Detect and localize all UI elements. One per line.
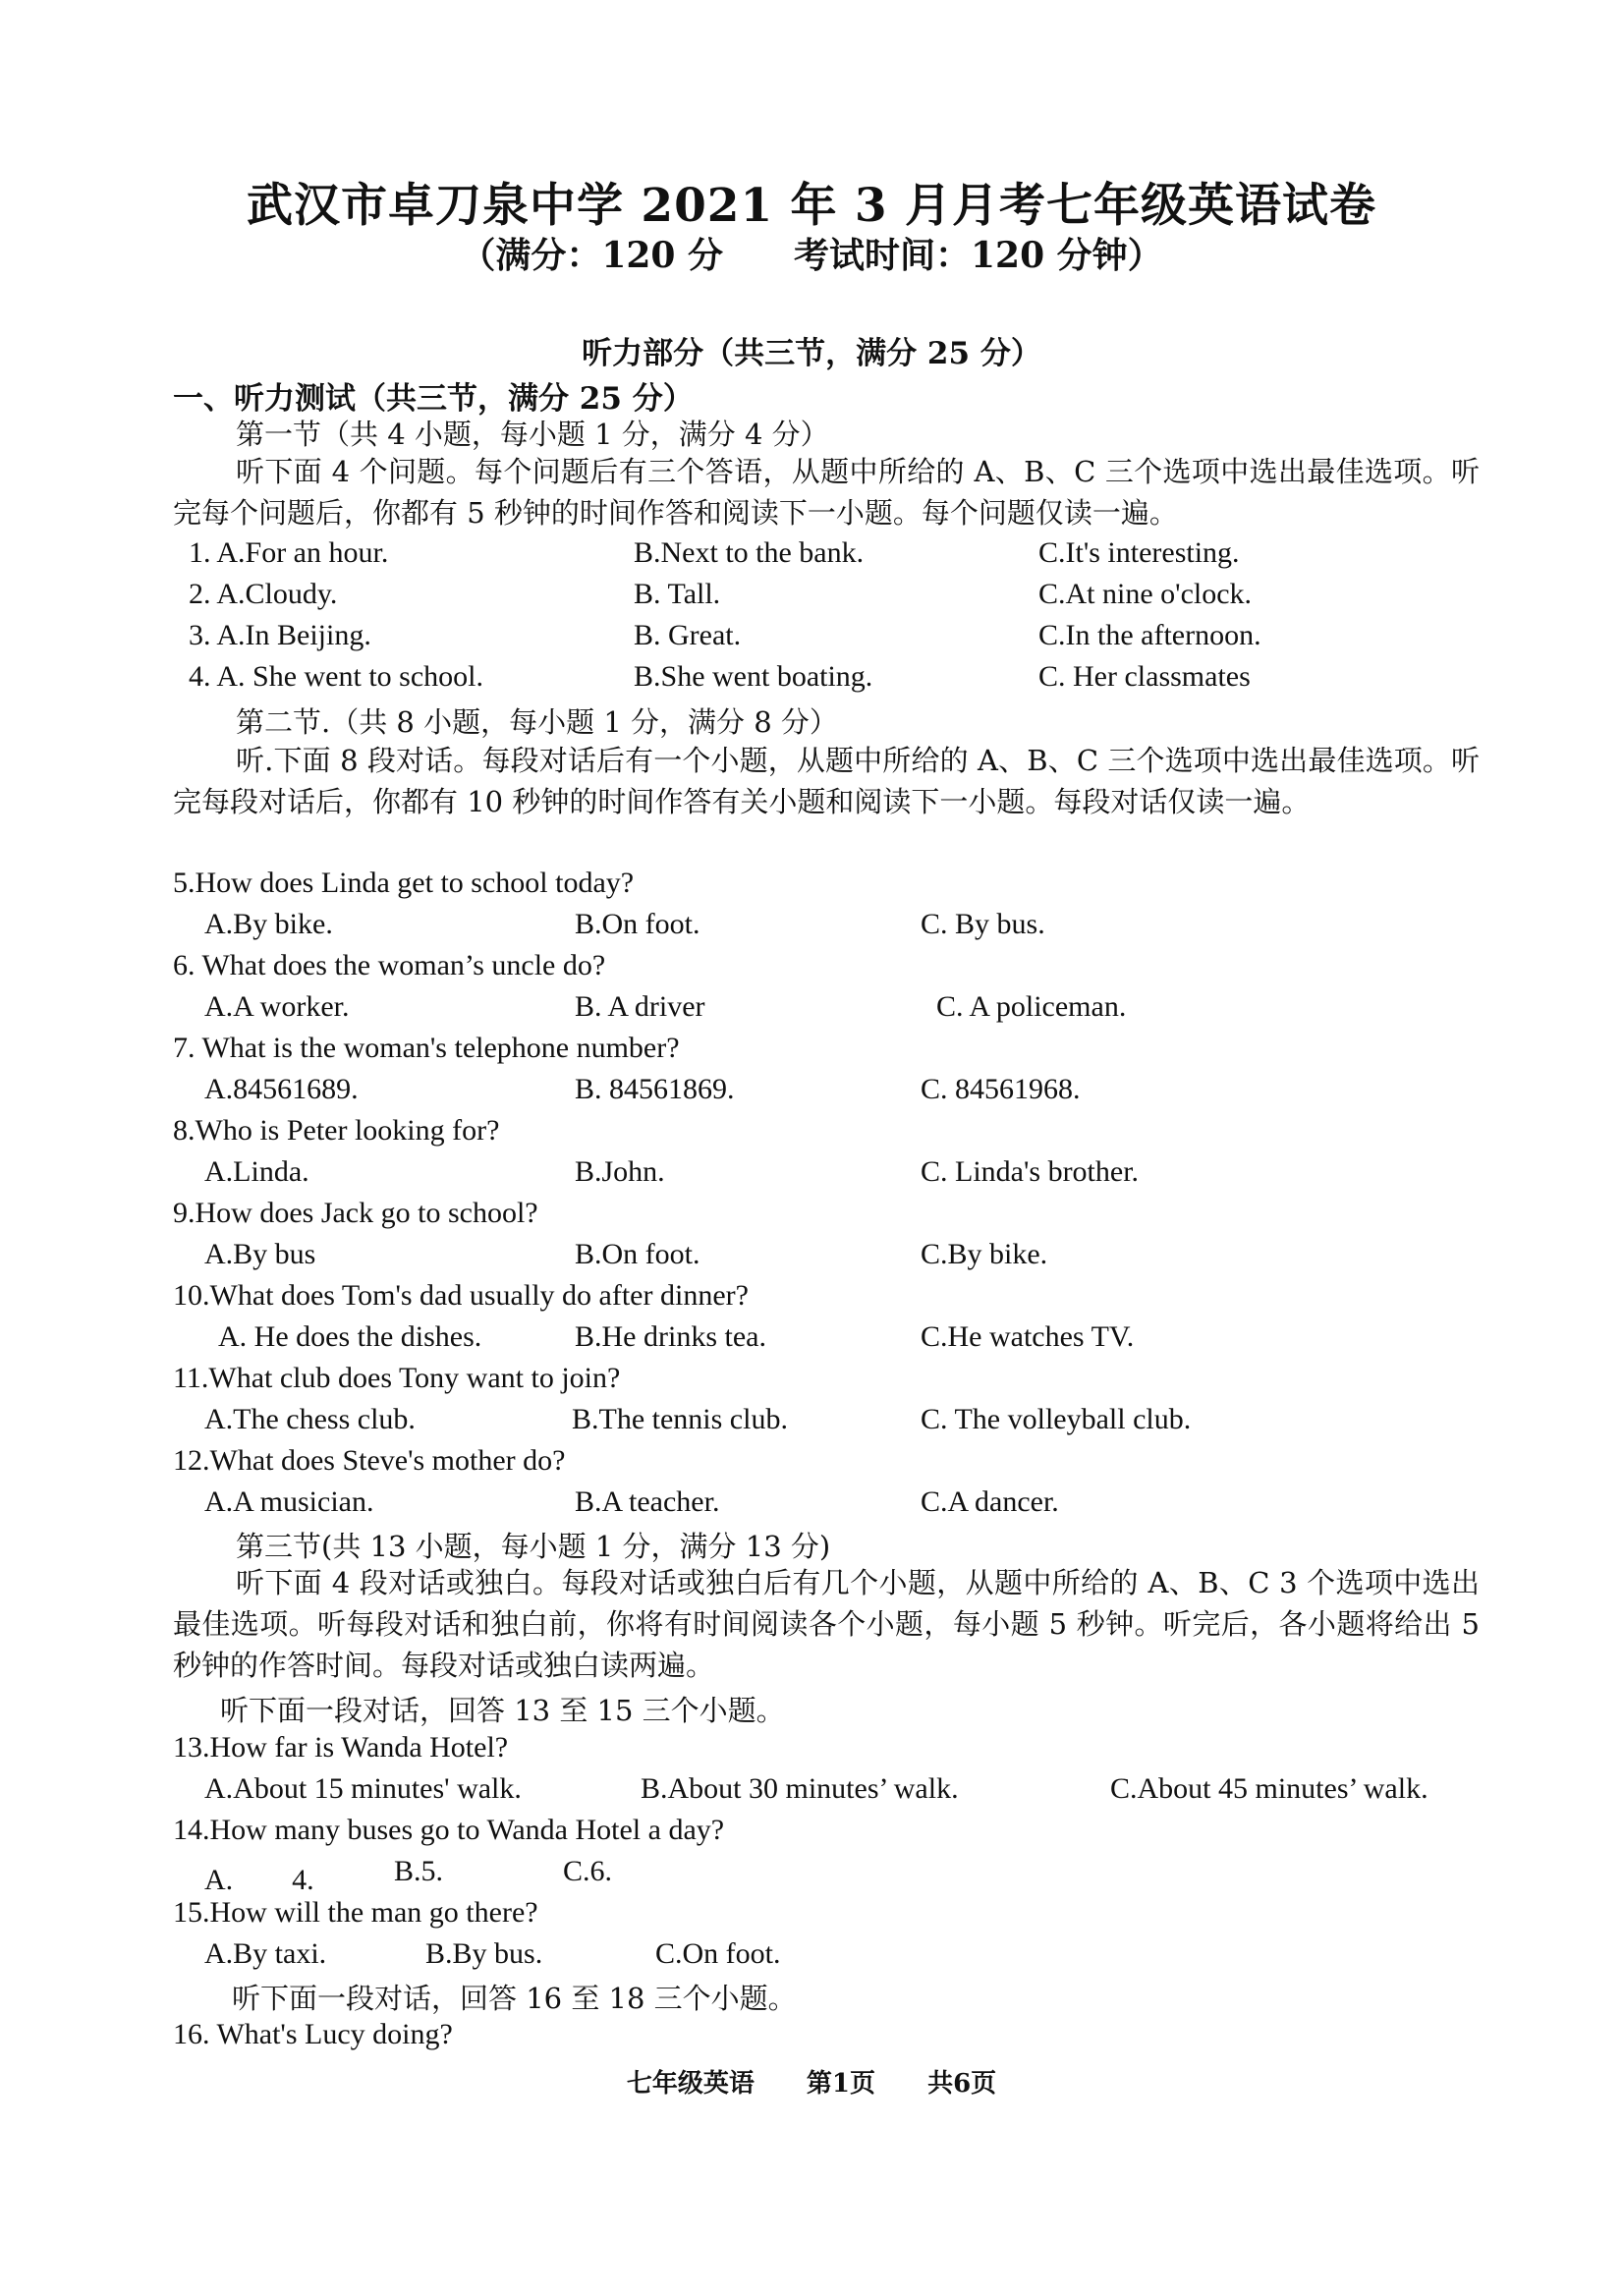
q15-question: 15.How will the man go there? (173, 1896, 538, 1929)
q15-option-b: B.By bus. (425, 1937, 543, 1970)
q6-option-a: A.A worker. (204, 990, 350, 1023)
subsection-2-title: 第二节.（共 8 小题，每小题 1 分，满分 8 分） (236, 705, 838, 739)
q13-question: 13.How far is Wanda Hotel? (173, 1731, 509, 1764)
q1-option-c: C.It's interesting. (1038, 536, 1240, 569)
q15-option-a: A.By taxi. (204, 1937, 327, 1970)
q11-question: 11.What club does Tony want to join? (173, 1362, 621, 1394)
q1-option-b: B.Next to the bank. (634, 536, 865, 569)
q13-option-c: C.About 45 minutes’ walk. (1110, 1772, 1428, 1805)
q6-question: 6. What does the woman’s uncle do? (173, 949, 606, 981)
q2-option-c: C.At nine o'clock. (1038, 578, 1253, 610)
q8-question: 8.Who is Peter looking for? (173, 1114, 500, 1147)
dialogue-note-13-15: 听下面一段对话，回答 13 至 15 三个小题。 (220, 1694, 785, 1727)
q12-question: 12.What does Steve's mother do? (173, 1444, 566, 1477)
q3-option-b: B. Great. (634, 619, 742, 651)
q3-option-a: 3. A.In Beijing. (189, 619, 371, 651)
q8-option-b: B.John. (575, 1155, 665, 1188)
subsection-1-instructions: 听下面 4 个问题。每个问题后有三个答语，从题中所给的 A、B、C 三个选项中选出最佳选项。听完每个问题后，你都有 5 秒钟的时间作答和阅读下一小题。每个问题仅读一遍。 (173, 455, 1480, 530)
q14-question: 14.How many buses go to Wanda Hotel a day? (173, 1814, 725, 1846)
page-footer (0, 2063, 1623, 2100)
q7-option-b: B. 84561869. (575, 1073, 735, 1105)
exam-title: 武汉市卓刀泉中学 2021 年 3 月月考七年级英语试卷 (247, 179, 1376, 233)
q5-option-c: C. By bus. (921, 908, 1045, 940)
q15-option-c: C.On foot. (655, 1937, 781, 1970)
q9-option-c: C.By bike. (921, 1238, 1048, 1270)
q11-option-c: C. The volleyball club. (921, 1403, 1192, 1435)
q10-option-c: C.He watches TV. (921, 1320, 1135, 1353)
q2-option-b: B. Tall. (634, 578, 721, 610)
q1-option-a: 1. A.For an hour. (189, 536, 389, 569)
q5-question: 5.How does Linda get to school today? (173, 867, 635, 899)
q14-option-c: C.6. (563, 1855, 613, 1887)
q12-option-b: B.A teacher. (575, 1485, 720, 1518)
q7-option-c: C. 84561968. (921, 1073, 1081, 1105)
footer-page-number: 第1页 (806, 2069, 875, 2099)
subsection-2-instructions: 听.下面 8 段对话。每段对话后有一个小题，从题中所给的 A、B、C 三个选项中选出最佳选项。听完每段对话后，你都有 10 秒钟的时间作答有关小题和阅读下一小题。每段对话仅读一遍。 (173, 744, 1480, 818)
q13-option-a: A.About 15 minutes' walk. (204, 1772, 522, 1805)
q4-option-c: C. Her classmates (1038, 660, 1251, 693)
q9-question: 9.How does Jack go to school? (173, 1197, 538, 1229)
q5-option-b: B.On foot. (575, 908, 700, 940)
q10-option-b: B.He drinks tea. (575, 1320, 766, 1353)
subsection-1-title: 第一节（共 4 小题，每小题 1 分，满分 4 分） (236, 418, 829, 451)
q14-option-a: A. 4. (204, 1864, 314, 1896)
q7-option-a: A.84561689. (204, 1073, 359, 1105)
q11-option-a: A.The chess club. (204, 1403, 416, 1435)
q16-question: 16. What's Lucy doing? (173, 2018, 453, 2050)
exam-subtitle: （满分：120 分 考试时间：120 分钟） (460, 235, 1163, 276)
q13-option-b: B.About 30 minutes’ walk. (641, 1772, 959, 1805)
q3-option-c: C.In the afternoon. (1038, 619, 1261, 651)
q4-option-b: B.She went boating. (634, 660, 873, 693)
q12-option-c: C.A dancer. (921, 1485, 1059, 1518)
q7-question: 7. What is the woman's telephone number? (173, 1032, 680, 1064)
q5-option-a: A.By bike. (204, 908, 333, 940)
q9-option-a: A.By bus (204, 1238, 316, 1270)
footer-total-pages: 共6页 (927, 2069, 997, 2099)
subsection-3-instructions: 听下面 4 段对话或独白。每段对话或独白后有几个小题，从题中所给的 A、B、C 3 个选项中选出最佳选项。听每段对话和独白前，你将有时间阅读各个小题，每小题 5 秒钟。听完后，各小题将给出 5 秒钟的作答时间。每段对话或独白读两遍。 (173, 1566, 1480, 1682)
q9-option-b: B.On foot. (575, 1238, 700, 1270)
q11-option-b: B.The tennis club. (572, 1403, 788, 1435)
q14-option-b: B.5. (394, 1855, 444, 1887)
section-title: 一、听力测试（共三节，满分 25 分） (173, 381, 694, 417)
subsection-3-title: 第三节(共 13 小题，每小题 1 分，满分 13 分) (236, 1530, 831, 1563)
q10-option-a: A. He does the dishes. (218, 1320, 482, 1353)
q6-option-c: C. A policeman. (936, 990, 1127, 1023)
footer-subject: 七年级英语 (626, 2069, 755, 2099)
q6-option-b: B. A driver (575, 990, 705, 1023)
q8-option-c: C. Linda's brother. (921, 1155, 1140, 1188)
q10-question: 10.What does Tom's dad usually do after dinner? (173, 1279, 749, 1312)
dialogue-note-16-18: 听下面一段对话，回答 16 至 18 三个小题。 (232, 1982, 797, 2015)
q8-option-a: A.Linda. (204, 1155, 309, 1188)
q2-option-a: 2. A.Cloudy. (189, 578, 338, 610)
q4-option-a: 4. A. She went to school. (189, 660, 483, 693)
part-title: 听力部分（共三节，满分 25 分） (582, 336, 1041, 371)
q12-option-a: A.A musician. (204, 1485, 374, 1518)
